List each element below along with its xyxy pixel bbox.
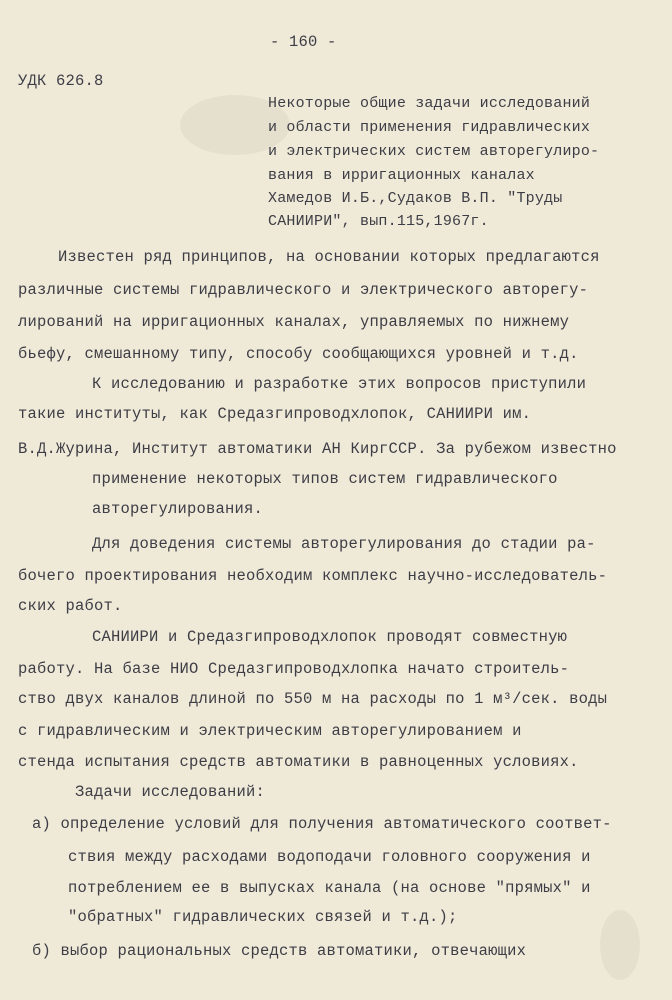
body-line: бочего проектирования необходим комплекс научно-исследователь- <box>18 567 608 585</box>
paper-stain <box>600 910 640 980</box>
reference-line: вания в ирригационных каналах <box>268 167 535 184</box>
body-line: ских работ. <box>18 597 123 615</box>
reference-line: и области применения гидравлических <box>268 119 591 136</box>
body-line: "обратных" гидравлических связей и т.д.); <box>68 908 458 926</box>
reference-line: Хамедов И.Б.,Судаков В.П. "Труды <box>268 190 563 207</box>
body-line: К исследованию и разработке этих вопросов приступили <box>92 375 587 393</box>
body-line: с гидравлическим и электрическим авторегулированием и <box>18 722 522 740</box>
body-line: ство двух каналов длиной по 550 м на расходы по 1 м³/сек. воды <box>18 690 608 708</box>
body-line: ствия между расходами водоподачи головного сооружения и <box>68 848 591 866</box>
body-line: различные системы гидравлического и электрического авторегу- <box>18 281 589 299</box>
body-line: В.Д.Журина, Институт автоматики АН КиргССР. За рубежом известно <box>18 440 617 458</box>
reference-line: и электрических систем авторегулиро- <box>268 143 600 160</box>
body-line: стенда испытания средств автоматики в равноценных условиях. <box>18 753 579 771</box>
body-line: лирований на ирригационных каналах, управляемых по нижнему <box>18 313 570 331</box>
body-line: применение некоторых типов систем гидравлического <box>92 470 558 488</box>
body-line: Для доведения системы авторегулирования до стадии ра- <box>92 535 596 553</box>
body-line: Известен ряд принципов, на основании которых предлагаются <box>58 248 600 266</box>
reference-line: САНИИРИ", вып.115,1967г. <box>268 213 489 230</box>
body-line: бьефу, смешанному типу, способу сообщающихся уровней и т.д. <box>18 345 579 363</box>
body-line: САНИИРИ и Средазгипроводхлопок проводят совместную <box>92 628 568 646</box>
body-line: авторегулирования. <box>92 500 264 518</box>
page-number: - 160 - <box>270 33 337 51</box>
body-line: Задачи исследований: <box>75 783 266 801</box>
body-line: потреблением ее в выпусках канала (на основе "прямых" и <box>68 879 591 897</box>
body-line: такие институты, как Средазгипроводхлопок, САНИИРИ им. <box>18 405 532 423</box>
body-line: а) определение условий для получения автоматического соответ- <box>32 815 612 833</box>
reference-line: Некоторые общие задачи исследований <box>268 95 591 112</box>
udk-code: УДК 626.8 <box>18 72 104 90</box>
body-line: работу. На базе НИО Средазгипроводхлопка начато строитель- <box>18 660 570 678</box>
body-line: б) выбор рациональных средств автоматики, отвечающих <box>32 942 527 960</box>
